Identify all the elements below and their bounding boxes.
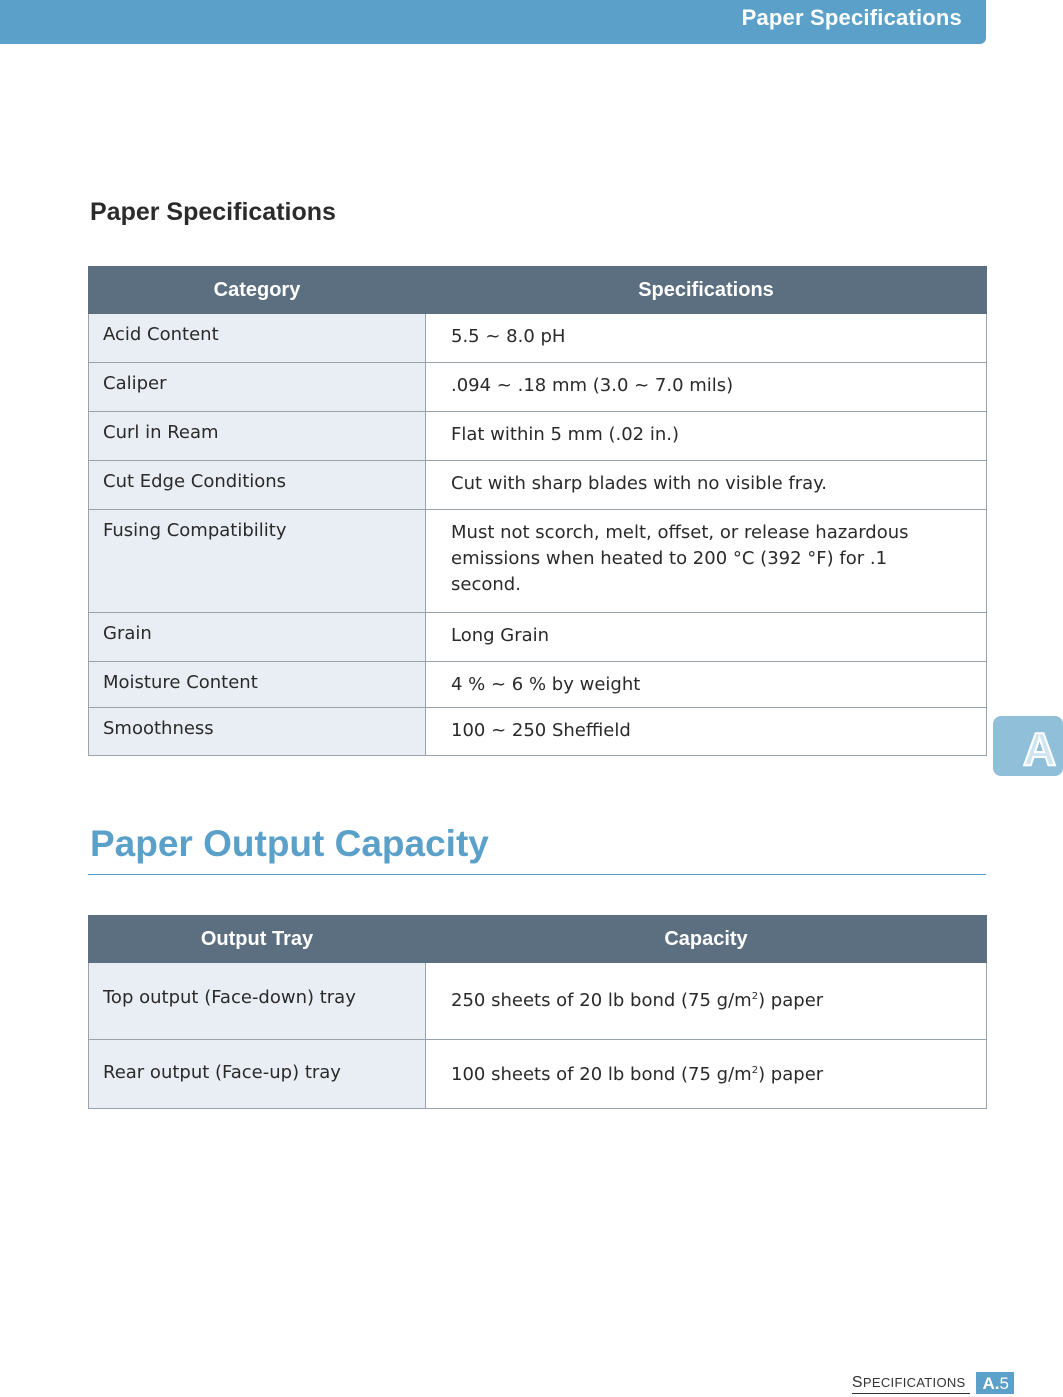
table-row (89, 963, 987, 1040)
row-category: Cut Edge Conditions (89, 461, 426, 510)
table-row (89, 412, 987, 461)
capacity-text: 100 sheets of 20 lb bond (75 g/m (451, 1064, 752, 1085)
paper-specifications-table (88, 266, 987, 756)
paper-output-capacity-heading: Paper Output Capacity (90, 823, 489, 864)
column-header-category: Category (89, 267, 426, 314)
appendix-tab-letter: A (1023, 723, 1057, 775)
capacity-text: 250 sheets of 20 lb bond (75 g/m (451, 990, 752, 1011)
row-specification: 5.5 ~ 8.0 pH (426, 314, 987, 363)
column-header-capacity: Capacity (426, 916, 987, 963)
header-title: Paper Specifications (741, 5, 962, 30)
table-row (89, 363, 987, 412)
row-specification: .094 ~ .18 mm (3.0 ~ 7.0 mils) (426, 363, 987, 412)
footer-section-initial: S (851, 1374, 863, 1391)
table-header-row (89, 916, 987, 963)
table-row (89, 461, 987, 510)
row-category: Smoothness (89, 708, 426, 756)
capacity-text-end: ) paper (758, 990, 824, 1011)
row-category: Moisture Content (89, 662, 426, 708)
row-output-tray: Rear output (Face-up) tray (89, 1040, 426, 1109)
page-number (976, 1372, 1014, 1394)
row-category: Caliper (89, 363, 426, 412)
paper-specifications-heading: Paper Specifications (90, 198, 336, 226)
row-capacity (426, 1040, 987, 1109)
table-row (89, 314, 987, 363)
footer-section-rest: PECIFICATIONS (862, 1375, 966, 1390)
footer-section-label (852, 1374, 970, 1394)
column-header-output-tray: Output Tray (89, 916, 426, 963)
section-divider (88, 874, 986, 875)
table-row (89, 708, 987, 756)
appendix-tab (993, 716, 1063, 776)
table-row (89, 510, 987, 613)
row-specification: Long Grain (426, 613, 987, 662)
row-specification: 4 % ~ 6 % by weight (426, 662, 987, 708)
row-capacity (426, 963, 987, 1040)
row-category: Acid Content (89, 314, 426, 363)
capacity-text-end: ) paper (758, 1064, 824, 1085)
row-category: Grain (89, 613, 426, 662)
row-category: Curl in Ream (89, 412, 426, 461)
row-specification: Must not scorch, melt, offset, or release hazardous emissions when heated to 200 °C (392 °F) for .1 second. (426, 510, 987, 613)
row-output-tray: Top output (Face-down) tray (89, 963, 426, 1040)
table-row (89, 662, 987, 708)
page-footer (852, 1372, 1014, 1394)
table-header-row (89, 267, 987, 314)
capacity-superscript: 2 (751, 1065, 759, 1076)
paper-output-capacity-table (88, 915, 987, 1109)
capacity-superscript: 2 (751, 991, 759, 1002)
page-number-value: 5 (999, 1374, 1009, 1393)
page-prefix: A. (982, 1374, 1000, 1393)
table-row (89, 613, 987, 662)
header-bar (0, 0, 986, 44)
row-specification: Cut with sharp blades with no visible fray. (426, 461, 987, 510)
row-specification: Flat within 5 mm (.02 in.) (426, 412, 987, 461)
row-category: Fusing Compatibility (89, 510, 426, 613)
row-specification: 100 ~ 250 Sheffield (426, 708, 987, 756)
table-row (89, 1040, 987, 1109)
column-header-specifications: Specifications (426, 267, 987, 314)
